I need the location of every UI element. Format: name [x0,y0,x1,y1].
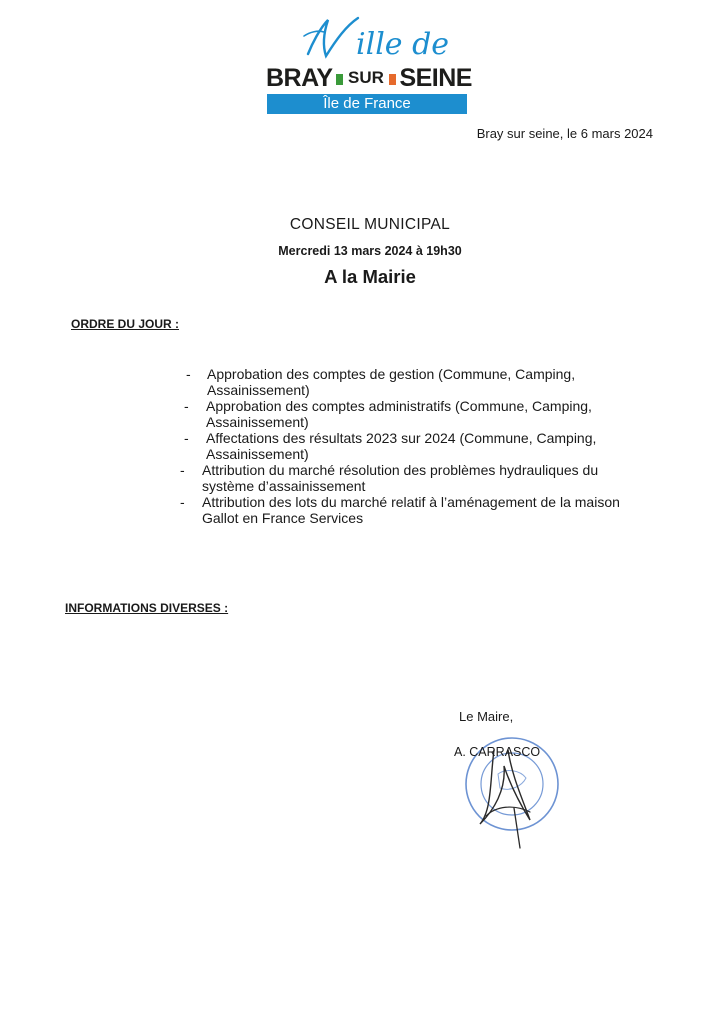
dash-bullet: - [180,494,185,510]
mayor-name: A. CARRASCO [454,745,541,759]
agenda-item [180,494,660,526]
agenda-list [180,366,660,526]
agenda-item [180,462,660,494]
agenda-heading: ORDRE DU JOUR : [71,317,180,331]
agenda-item-line1: Approbation des comptes de gestion (Commune, Camping, [207,366,576,382]
agenda-item-line2: Assainissement) [206,446,309,462]
dash-bullet: - [186,366,191,382]
logo-word-seine: SEINE [399,63,472,92]
logo-town-name [266,63,472,93]
agenda-item-line1: Affectations des résultats 2023 sur 2024 (Commune, Camping, [206,430,597,446]
agenda-item-line2: système d’assainissement [202,478,366,494]
agenda-item-line1: Approbation des comptes administratifs (Commune, Camping, [206,398,592,414]
meeting-place: A la Mairie [324,266,416,287]
logo-script-ville-de [302,14,452,66]
informations-heading: INFORMATIONS DIVERSES : [65,601,229,615]
agenda-item-line2: Gallot en France Services [202,510,364,526]
dash-bullet: - [180,462,185,478]
logo-region-band: Île de France [267,94,467,114]
meeting-title: CONSEIL MUNICIPAL [289,216,451,233]
dash-bullet: - [184,430,189,446]
dash-bullet: - [184,398,189,414]
logo-word-bray: BRAY [266,63,333,92]
agenda-item-line1: Attribution des lots du marché relatif à l’aménagement de la maison [202,494,620,510]
logo-word-sur: SUR [348,68,384,87]
agenda-item [184,398,660,430]
green-square-icon [336,74,344,85]
orange-square-icon [389,74,397,85]
agenda-item-line2: Assainissement) [206,414,309,430]
agenda-item [186,366,660,398]
date-line: Bray sur seine, le 6 mars 2024 [476,126,653,141]
svg-text:ille de: ille de [356,27,450,62]
agenda-item-line1: Attribution du marché résolution des problèmes hydrauliques du [202,462,599,478]
mayor-title: Le Maire, [459,709,514,724]
agenda-item-line2: Assainissement) [207,382,310,398]
agenda-item [184,430,660,462]
town-logo [262,8,472,118]
meeting-datetime: Mercredi 13 mars 2024 à 19h30 [278,244,462,258]
mayor-stamp-and-signature [450,720,570,860]
